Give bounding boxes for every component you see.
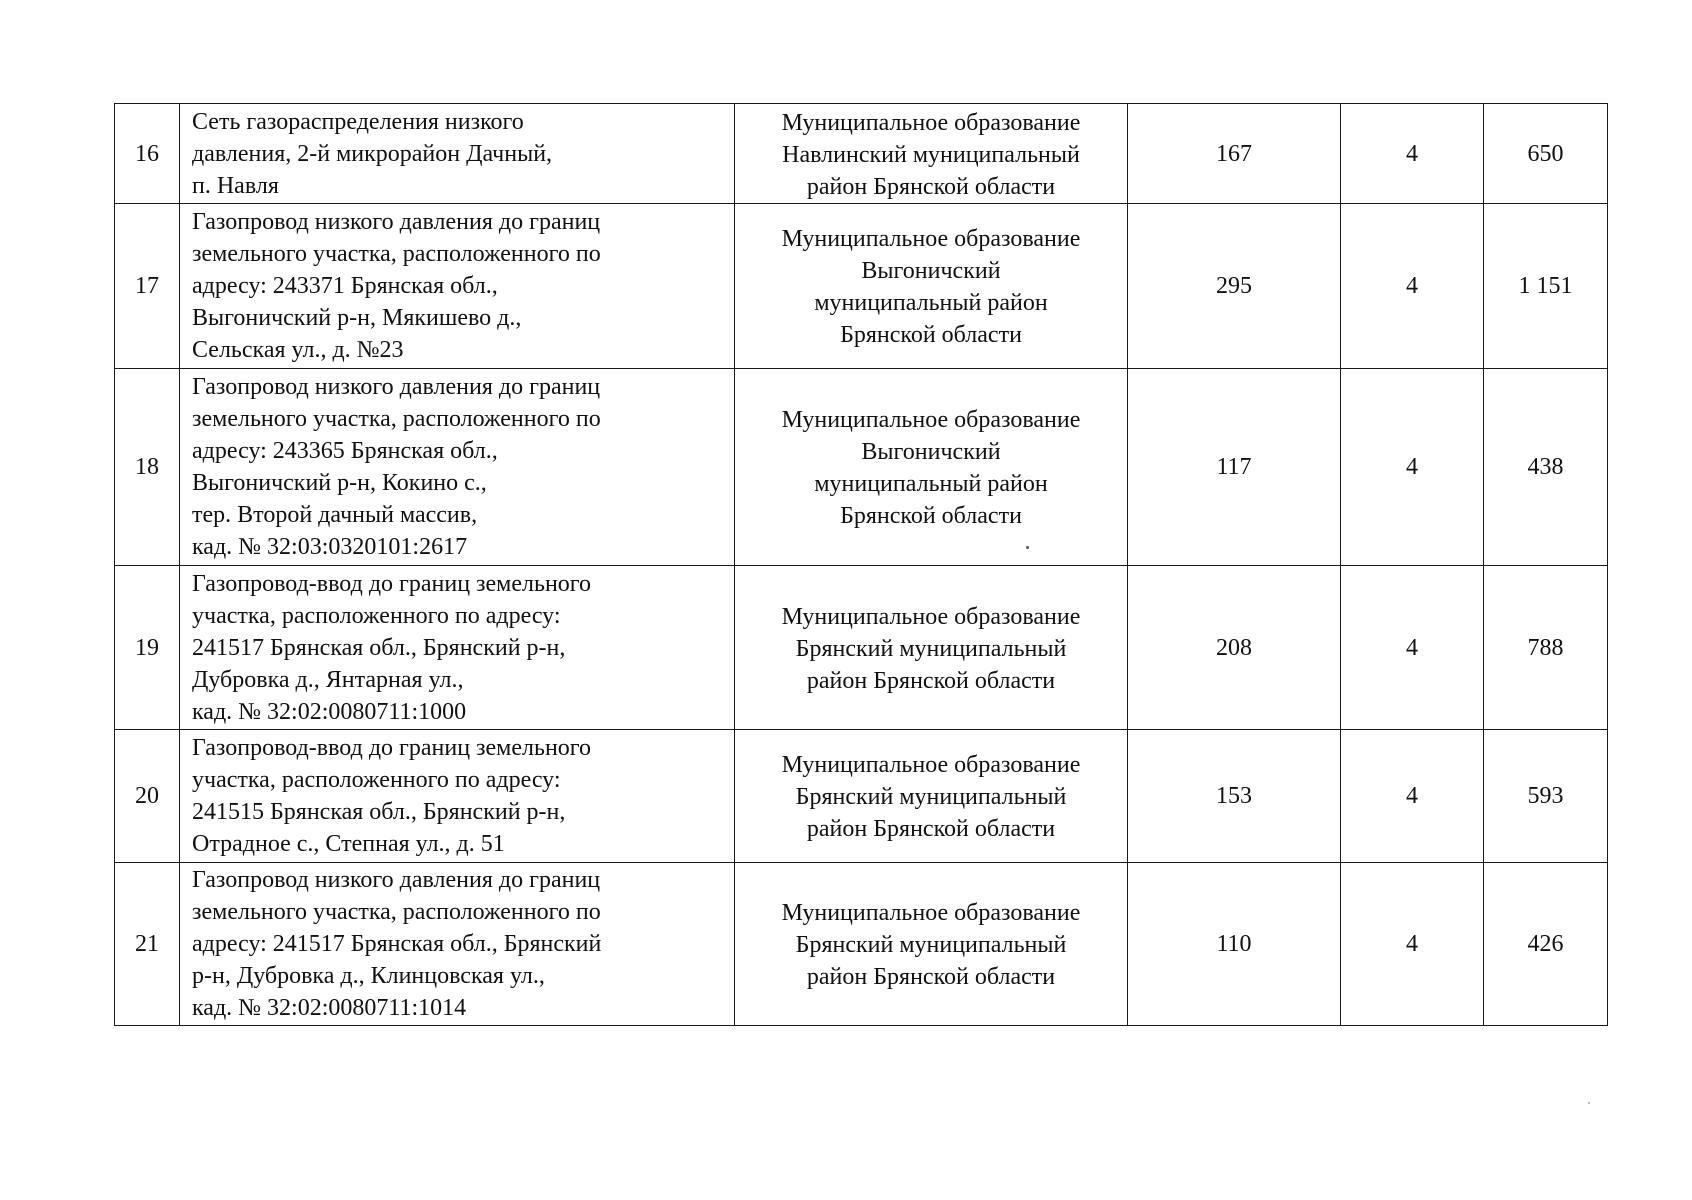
table-body xyxy=(115,104,1608,1026)
value-1-cell: 167 xyxy=(1128,104,1341,204)
table-row xyxy=(115,104,1608,204)
object-name-line: земельного участка, расположенного по xyxy=(192,241,601,267)
object-name-line: Выгоничский р-н, Кокино с., xyxy=(192,470,487,496)
owner-line: Муниципальное образование xyxy=(781,226,1081,252)
value-2-cell: 4 xyxy=(1341,730,1484,863)
object-name xyxy=(192,732,728,860)
owner-line: Брянский муниципальный xyxy=(795,932,1067,958)
object-name xyxy=(192,206,728,366)
object-name xyxy=(192,106,728,202)
owner-line: Брянский муниципальный xyxy=(795,635,1067,662)
owner-cell xyxy=(735,104,1128,204)
table-row xyxy=(115,730,1608,863)
object-name-cell xyxy=(180,104,735,204)
object-name-line: участка, расположенного по адресу: xyxy=(192,602,561,629)
object-name-line: 241515 Брянская обл., Брянский р-н, xyxy=(192,799,566,825)
scan-speck xyxy=(1588,1102,1590,1104)
row-number: 20 xyxy=(115,730,180,863)
object-name-line: Сеть газораспределения низкого xyxy=(192,108,524,135)
value-3-cell: 593 xyxy=(1484,730,1608,863)
object-name-line: Газопровод-ввод до границ земельного xyxy=(192,570,592,597)
owner-cell xyxy=(735,863,1128,1026)
owner-line: муниципальный район xyxy=(814,471,1048,497)
object-name-line: участка, расположенного по адресу: xyxy=(192,767,561,793)
value-3-cell: 650 xyxy=(1484,104,1608,204)
value-1-cell: 153 xyxy=(1128,730,1341,863)
object-name-cell xyxy=(180,863,735,1026)
owner-line: район Брянской области xyxy=(806,816,1056,842)
object-name-line: кад. № 32:02:0080711:1014 xyxy=(192,995,467,1021)
object-name-line: Сельская ул., д. №23 xyxy=(192,337,404,363)
value-2-cell: 4 xyxy=(1341,369,1484,566)
owner-line: Муниципальное образование xyxy=(781,109,1081,136)
value-2-cell: 4 xyxy=(1341,104,1484,204)
object-name-line: Газопровод низкого давления до границ xyxy=(192,374,601,400)
object-name-line: адресу: 241517 Брянская обл., Брянский xyxy=(192,931,602,957)
object-name-line: кад. № 32:03:0320101:2617 xyxy=(192,534,468,560)
object-name-line: адресу: 243365 Брянская обл., xyxy=(192,438,498,464)
value-3-cell: 438 xyxy=(1484,369,1608,566)
table-row xyxy=(115,566,1608,730)
table-row xyxy=(115,863,1608,1026)
owner-line: район Брянской области xyxy=(806,964,1056,990)
owner-cell xyxy=(735,566,1128,730)
object-name xyxy=(192,371,728,563)
object-name-line: земельного участка, расположенного по xyxy=(192,899,601,925)
owner-cell xyxy=(735,204,1128,369)
object-name-cell xyxy=(180,204,735,369)
row-number: 21 xyxy=(115,863,180,1026)
object-name-line: адресу: 243371 Брянская обл., xyxy=(192,273,498,299)
table-row xyxy=(115,369,1608,566)
owner-line: район Брянской области xyxy=(806,667,1056,694)
value-1-cell: 295 xyxy=(1128,204,1341,369)
object-name-line: тер. Второй дачный массив, xyxy=(192,502,478,528)
owner-line: Брянской области xyxy=(840,322,1022,348)
owner-name xyxy=(739,747,1123,845)
value-3-cell: 426 xyxy=(1484,863,1608,1026)
table-row xyxy=(115,204,1608,369)
object-name-cell xyxy=(180,730,735,863)
owner-line: район Брянской области xyxy=(806,173,1056,200)
value-1-cell: 208 xyxy=(1128,566,1341,730)
owner-line: Муниципальное образование xyxy=(781,603,1081,630)
object-name-cell xyxy=(180,566,735,730)
object-name-line: Газопровод низкого давления до границ xyxy=(192,867,601,893)
owner-line: Выгоничский xyxy=(861,258,1001,284)
value-2-cell: 4 xyxy=(1341,566,1484,730)
owner-name xyxy=(739,599,1123,697)
row-number: 16 xyxy=(115,104,180,204)
value-2-cell: 4 xyxy=(1341,863,1484,1026)
object-name-line: Дубровка д., Янтарная ул., xyxy=(192,666,464,693)
object-name-line: кад. № 32:02:0080711:1000 xyxy=(192,698,467,725)
value-1-cell: 117 xyxy=(1128,369,1341,566)
owner-line: Брянский муниципальный xyxy=(795,784,1067,810)
owner-line: Навлинский муниципальный xyxy=(782,141,1080,168)
object-name-line: Газопровод низкого давления до границ xyxy=(192,209,601,235)
owner-line: Брянской области xyxy=(840,503,1022,529)
value-3-cell: 788 xyxy=(1484,566,1608,730)
row-number: 19 xyxy=(115,566,180,730)
object-name xyxy=(192,568,728,728)
object-name-cell xyxy=(180,369,735,566)
owner-line: муниципальный район xyxy=(814,290,1048,316)
row-number: 18 xyxy=(115,369,180,566)
row-number: 17 xyxy=(115,204,180,369)
object-name-line: земельного участка, расположенного по xyxy=(192,406,601,432)
value-3-cell: 1 151 xyxy=(1484,204,1608,369)
object-name-line: 241517 Брянская обл., Брянский р-н, xyxy=(192,634,566,661)
owner-name xyxy=(739,402,1123,532)
owner-name xyxy=(739,895,1123,993)
object-name-line: п. Навля xyxy=(192,172,279,199)
scan-speck xyxy=(1026,546,1029,549)
object-name-line: давления, 2-й микрорайон Дачный, xyxy=(192,140,553,167)
gas-pipeline-table xyxy=(114,103,1608,1026)
owner-line: Муниципальное образование xyxy=(781,900,1081,926)
object-name-line: Выгоничский р-н, Мякишево д., xyxy=(192,305,522,331)
owner-line: Муниципальное образование xyxy=(781,407,1081,433)
owner-name xyxy=(739,105,1123,203)
owner-cell xyxy=(735,730,1128,863)
owner-name xyxy=(739,221,1123,351)
value-1-cell: 110 xyxy=(1128,863,1341,1026)
object-name-line: Отрадное с., Степная ул., д. 51 xyxy=(192,831,505,857)
owner-line: Выгоничский xyxy=(861,439,1001,465)
owner-cell xyxy=(735,369,1128,566)
owner-line: Муниципальное образование xyxy=(781,752,1081,778)
object-name xyxy=(192,864,728,1024)
object-name-line: Газопровод-ввод до границ земельного xyxy=(192,735,592,761)
object-name-line: р-н, Дубровка д., Клинцовская ул., xyxy=(192,963,545,989)
value-2-cell: 4 xyxy=(1341,204,1484,369)
